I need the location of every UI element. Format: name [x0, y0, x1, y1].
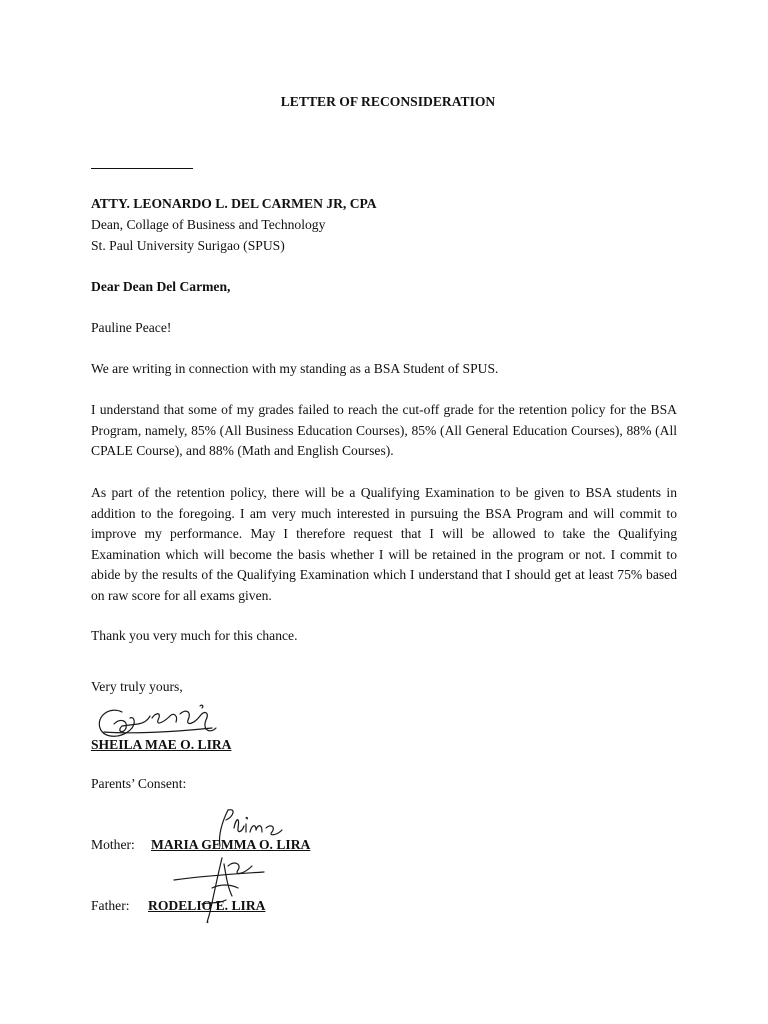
father-signature	[172, 854, 268, 926]
paragraph-grades: I understand that some of my grades failed to reach the cut-off grade for the retention policy for the BSA Program, namely, 85% (All Business Education Courses), 85% (All General Education Courses), 88% (All CPALE Course), and 88% (Math and English Courses).	[91, 402, 677, 459]
greeting: Pauline Peace!	[91, 320, 172, 335]
salutation: Dear Dean Del Carmen,	[91, 279, 231, 294]
recipient-name: ATTY. LEONARDO L. DEL CARMEN JR, CPA	[91, 196, 377, 211]
mother-label: Mother:	[91, 837, 135, 852]
letter-title: LETTER OF RECONSIDERATION	[280, 94, 496, 109]
paragraph-thanks: Thank you very much for this chance.	[91, 628, 298, 643]
closing: Very truly yours,	[91, 679, 183, 694]
date-line	[91, 168, 193, 169]
recipient-institution: St. Paul University Surigao (SPUS)	[91, 238, 285, 253]
father-name: RODELIO E. LIRA	[148, 898, 266, 913]
paragraph-request: As part of the retention policy, there will be a Qualifying Examination to be given to BSA students in addition to the foregoing. I am very much interested in pursuing the BSA Program and will commit to improve my performance. May I therefore request that I will be allowed to take the Qualifying Examination which will become the basis whether I will be retained in the program or not. I commit to abide by the results of the Qualifying Examination which I understand that I should get at least 75% based on raw score for all exams given.	[91, 485, 677, 603]
paragraph-intro: We are writing in connection with my standing as a BSA Student of SPUS.	[91, 361, 499, 376]
recipient-position: Dean, Collage of Business and Technology	[91, 217, 326, 232]
mother-name: MARIA GEMMA O. LIRA	[151, 837, 311, 852]
father-label: Father:	[91, 898, 130, 913]
signatory-name: SHEILA MAE O. LIRA	[91, 737, 232, 752]
parents-consent-label: Parents’ Consent:	[91, 776, 187, 791]
